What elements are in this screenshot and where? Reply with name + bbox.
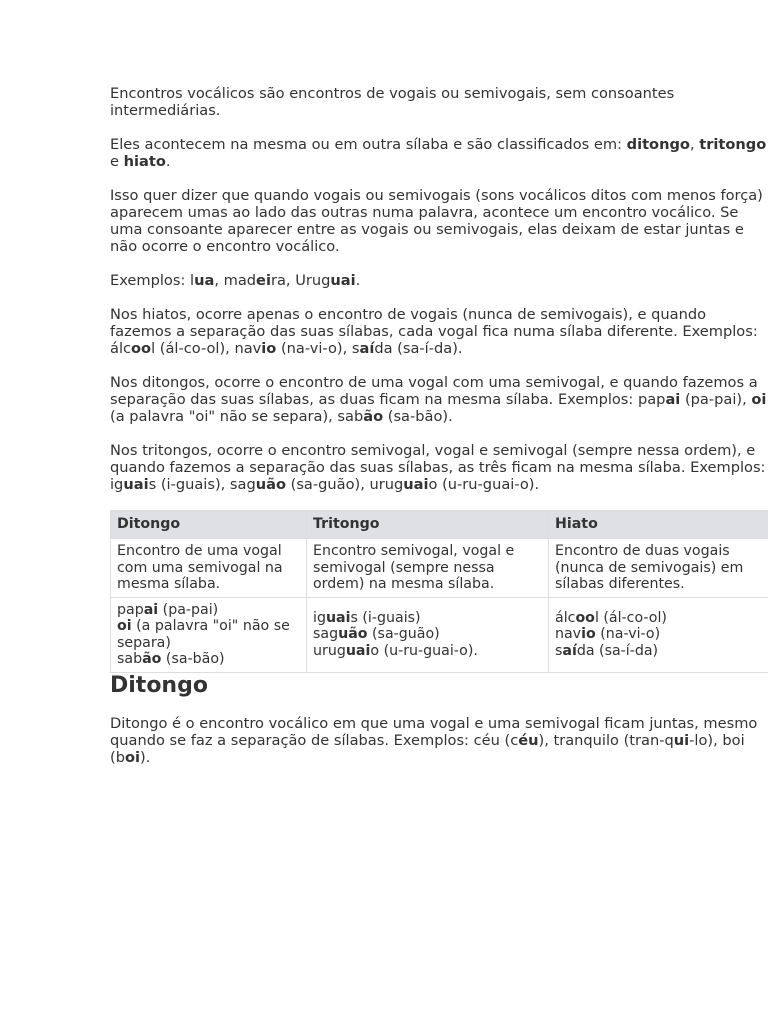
h-e2a: nav	[555, 626, 582, 643]
term-tritongo: tritongo	[699, 136, 767, 153]
t-e3b: uai	[345, 642, 371, 659]
t-e1a: ig	[313, 609, 326, 626]
ditongo-example-2	[117, 618, 300, 651]
ds-b2: ui	[673, 731, 690, 749]
d-e1a: pap	[117, 601, 144, 618]
t-e3a: urug	[313, 642, 346, 659]
tritongos-b2: uão	[255, 476, 286, 493]
ds-text3: -lo), boi (b	[110, 731, 745, 766]
tritongos-text2: s (i-guais), sag	[148, 476, 256, 493]
h-e2c: (na-vi-o)	[595, 626, 661, 643]
t-e1b: uai	[325, 609, 351, 626]
tritongos-paragraph	[110, 442, 768, 493]
ditongos-b3: ão	[363, 408, 384, 425]
header-hiato: Hiato	[549, 511, 768, 539]
tritongos-b1: uai	[123, 476, 149, 493]
ditongos-text1: Nos ditongos, ocorre o encontro de uma vogal com uma semivogal, e quando fazemos a separação das suas sílabas, as duas ficam na mesma sílaba. Exemplos: pap	[110, 374, 758, 408]
hiatos-b3: aí	[359, 340, 375, 357]
t-e2b: uão	[338, 626, 368, 643]
intro-p3-text: Isso quer dizer que quando vogais ou semivogais (sons vocálicos ditos com menos força) aparecem umas ao lado das outras numa palavra, acontece um encontro vocálico. Se uma consoante aparecer entre as vogais ou semivogais, elas deixam de estar juntas e não ocorre o encontro vocálico.	[110, 187, 763, 255]
t-e2c: (sa-guão)	[367, 626, 440, 643]
h-e1c: l (ál-co-ol)	[594, 609, 667, 626]
hiato-example-1	[555, 610, 762, 627]
term-ditongo: ditongo	[626, 136, 690, 153]
ds-text1: Ditongo é o encontro vocálico em que uma vogal e uma semivogal ficam juntas, mesmo quando se faz a separação de sílabas. Exemplos: céu (c	[110, 714, 758, 749]
examples-hiato	[549, 597, 768, 672]
intro-paragraph-1	[110, 85, 768, 119]
ex2-c: ra,	[270, 272, 296, 289]
examples-label: Exemplos:	[110, 272, 191, 289]
intro-p2-text: Eles acontecem na mesma ou em outra sílaba e são classificados em:	[110, 136, 627, 153]
d-e3c: (sa-bão)	[161, 651, 225, 667]
ditongo-section-paragraph	[110, 715, 768, 766]
ex1-b: ua	[194, 272, 215, 289]
tritongo-example-1	[313, 610, 542, 627]
section-heading-ditongo: Ditongo	[110, 672, 208, 698]
ds-text2: ), tranquilo (tran-q	[538, 731, 674, 749]
d-e1c: (pa-pai)	[158, 601, 219, 618]
definition-ditongo: Encontro de uma vogal com uma semivogal na mesma sílaba.	[111, 539, 307, 598]
ex1-a: l	[190, 272, 195, 289]
tritongos-text3: (sa-guão), urug	[286, 476, 404, 493]
ds-text4: ).	[140, 748, 151, 766]
header-tritongo: Tritongo	[307, 511, 549, 539]
intro-p2-end: .	[165, 153, 171, 170]
tritongos-text4: o (u-ru-guai-o).	[428, 476, 540, 493]
ex3-b: uai	[330, 272, 356, 289]
d-e2b: oi	[117, 618, 132, 634]
d-e3a: sab	[117, 651, 143, 667]
hiatos-b1: oo	[131, 340, 152, 357]
t-e3c: o (u-ru-guai-o).	[370, 642, 478, 659]
intro-p1-text: Encontros vocálicos são encontros de vogais ou semivogais, sem consoantes intermediárias.	[110, 85, 675, 119]
ditongo-example-3	[117, 651, 300, 668]
intro-p2-sep2: e	[110, 153, 124, 170]
ditongos-text3: (a palavra "oi" não se separa), sab	[110, 408, 364, 425]
hiatos-text1: Nos hiatos, ocorre apenas o encontro de vogais (nunca de semivogais), e quando fazemos a separação das suas sílabas, cada vogal fica numa sílaba diferente. Exemplos: álc	[110, 306, 758, 357]
h-e3a: s	[555, 642, 563, 659]
ditongos-text4: (sa-bão).	[383, 408, 453, 425]
intro-examples	[110, 272, 768, 289]
comparison-table	[110, 510, 768, 673]
hiatos-text4: da (sa-í-da).	[374, 340, 463, 357]
table-row-definitions	[111, 539, 768, 598]
ex2-a: mad	[223, 272, 257, 289]
h-e3b: aí	[562, 642, 577, 659]
table-header-row	[111, 511, 768, 539]
ditongo-example-1	[117, 602, 300, 619]
d-e3b: ão	[142, 651, 162, 667]
ex2-b: ei	[256, 272, 271, 289]
ditongos-text2: (pa-pai),	[680, 391, 752, 408]
document-page	[110, 85, 768, 783]
hiatos-paragraph	[110, 306, 768, 357]
t-e1c: s (i-guais)	[350, 609, 421, 626]
h-e3c: da (sa-í-da)	[576, 642, 659, 659]
ditongos-paragraph	[110, 374, 768, 425]
term-hiato: hiato	[123, 153, 166, 170]
ditongos-b1: ai	[665, 391, 681, 408]
hiatos-b2: io	[261, 340, 277, 357]
hiato-example-2	[555, 626, 762, 643]
hiato-example-3	[555, 643, 762, 660]
definition-hiato: Encontro de duas vogais (nunca de semivogais) em sílabas diferentes.	[549, 539, 768, 598]
h-e1b: oo	[575, 609, 595, 626]
ds-b3: oi	[124, 748, 140, 766]
tritongo-example-2	[313, 626, 542, 643]
intro-p2-sep1: ,	[689, 136, 700, 153]
tritongos-text1: Nos tritongos, ocorre o encontro semivogal, vogal e semivogal (sempre nessa ordem), e quando fazemos a separação das suas sílabas, as três ficam na mesma sílaba. Exemplos: ig	[110, 442, 766, 493]
examples-ditongo	[111, 597, 307, 672]
table-row-examples	[111, 597, 768, 672]
header-ditongo: Ditongo	[111, 511, 307, 539]
t-e2a: sag	[313, 626, 339, 643]
definition-tritongo: Encontro semivogal, vogal e semivogal (sempre nessa ordem) na mesma sílaba.	[307, 539, 549, 598]
h-e2b: io	[581, 626, 596, 643]
intro-paragraph-2	[110, 136, 768, 170]
ex3-c: .	[355, 272, 361, 289]
d-e2c: (a palavra "oi" não se separa)	[117, 618, 290, 651]
d-e1b: ai	[143, 601, 159, 618]
hiatos-text3: (na-vi-o), s	[276, 340, 360, 357]
h-e1a: álc	[555, 609, 576, 626]
tritongo-example-3	[313, 643, 542, 660]
examples-tritongo	[307, 597, 549, 672]
ex1-c: ,	[214, 272, 224, 289]
ds-b1: éu	[518, 731, 539, 749]
ex3-a: Urug	[295, 272, 331, 289]
ditongos-b2: oi	[751, 391, 767, 408]
tritongos-b3: uai	[403, 476, 429, 493]
intro-paragraph-3	[110, 187, 768, 255]
hiatos-text2: l (ál-co-ol), nav	[151, 340, 262, 357]
